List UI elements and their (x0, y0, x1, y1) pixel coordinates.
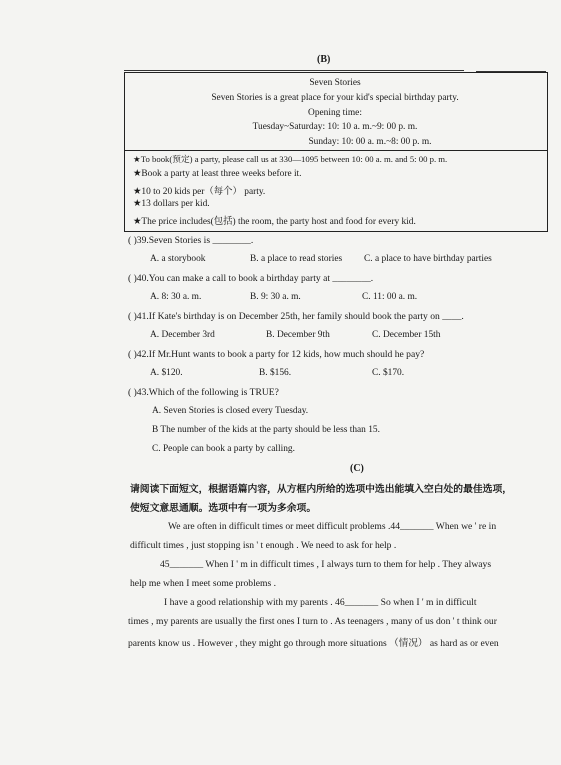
q39-option-a: A. a storybook (150, 254, 206, 264)
instruction-line: 请阅读下面短文，根据语篇内容，从方框内所给的选项中选出能填入空白处的最佳选项， (130, 484, 513, 495)
q43-option-a: A. Seven Stories is closed every Tuesday. (152, 406, 309, 416)
q40-option-c: C. 11: 00 a. m. (362, 292, 418, 302)
instruction-line: 使短文意思通顺。选项中有一项为多余项。 (130, 503, 317, 514)
ad-hours-sunday: Sunday: 10: 00 a. m.~8: 00 p. m. (308, 137, 432, 147)
q42-option-b: B. $156. (259, 368, 292, 378)
ad-rule: ★Book a party at least three weeks before it. (133, 169, 302, 179)
q42-option-c: C. $170. (372, 368, 405, 378)
section-c-title: (C) (350, 463, 364, 474)
q40-option-b: B. 9: 30 a. m. (250, 292, 301, 302)
passage-line: I have a good relationship with my parents . 46_______ So when I ' m in difficult (164, 597, 477, 608)
passage-line: parents know us . However , they might go through more situations （情况） as hard as or even (128, 638, 499, 649)
question-42: ( )42.If Mr.Hunt wants to book a party for 12 kids, how much should he pay? (128, 349, 425, 360)
question-43: ( )43.Which of the following is TRUE? (128, 387, 279, 398)
passage-line: difficult times , just stopping isn ' t enough . We need to ask for help . (130, 540, 397, 551)
deco-line (124, 70, 464, 71)
question-40: ( )40.You can make a call to book a birthday party at ________. (128, 273, 374, 284)
q43-option-b: B The number of the kids at the party should be less than 15. (152, 425, 380, 435)
ad-hours-weekday: Tuesday~Saturday: 10: 10 a. m.~9: 00 p. m. (252, 122, 418, 132)
ad-box-divider (124, 150, 547, 151)
passage-line: times , my parents are usually the first ones I turn to . As teenagers , many of us don ' t think our (128, 616, 497, 627)
q41-option-c: C. December 15th (372, 330, 441, 340)
ad-intro: Seven Stories is a great place for your kid's special birthday party. (211, 93, 459, 103)
passage-line: We are often in difficult times or meet difficult problems .44_______ When we ' re in (168, 521, 497, 532)
q42-option-a: A. $120. (150, 368, 183, 378)
passage-line: 45_______ When I ' m in difficult times , I always turn to them for help . They always (160, 559, 492, 570)
passage-line: help me when I meet some problems . (130, 578, 277, 589)
q41-option-b: B. December 9th (266, 330, 330, 340)
section-b-title: (B) (317, 54, 331, 65)
q43-option-c: C. People can book a party by calling. (152, 444, 295, 454)
ad-heading: Seven Stories (309, 78, 361, 88)
ad-rule: ★The price includes(包括) the room, the party host and food for every kid. (133, 217, 416, 227)
ad-rule: ★13 dollars per kid. (133, 199, 210, 209)
q39-option-b: B. a place to read stories (250, 254, 343, 264)
ad-rule: ★10 to 20 kids per（每个） party. (133, 187, 266, 197)
question-41: ( )41.If Kate's birthday is on December 25th, her family should book the party on ____. (128, 311, 464, 322)
ad-opening-label: Opening time: (308, 108, 362, 118)
question-39: ( )39.Seven Stories is ________. (128, 235, 254, 246)
q41-option-a: A. December 3rd (150, 330, 215, 340)
ad-rule: ★To book(预定) a party, please call us at 330—1095 between 10: 00 a. m. and 5: 00 p. m. (133, 154, 448, 164)
q40-option-a: A. 8: 30 a. m. (150, 292, 202, 302)
q39-option-c: C. a place to have birthday parties (364, 254, 492, 264)
